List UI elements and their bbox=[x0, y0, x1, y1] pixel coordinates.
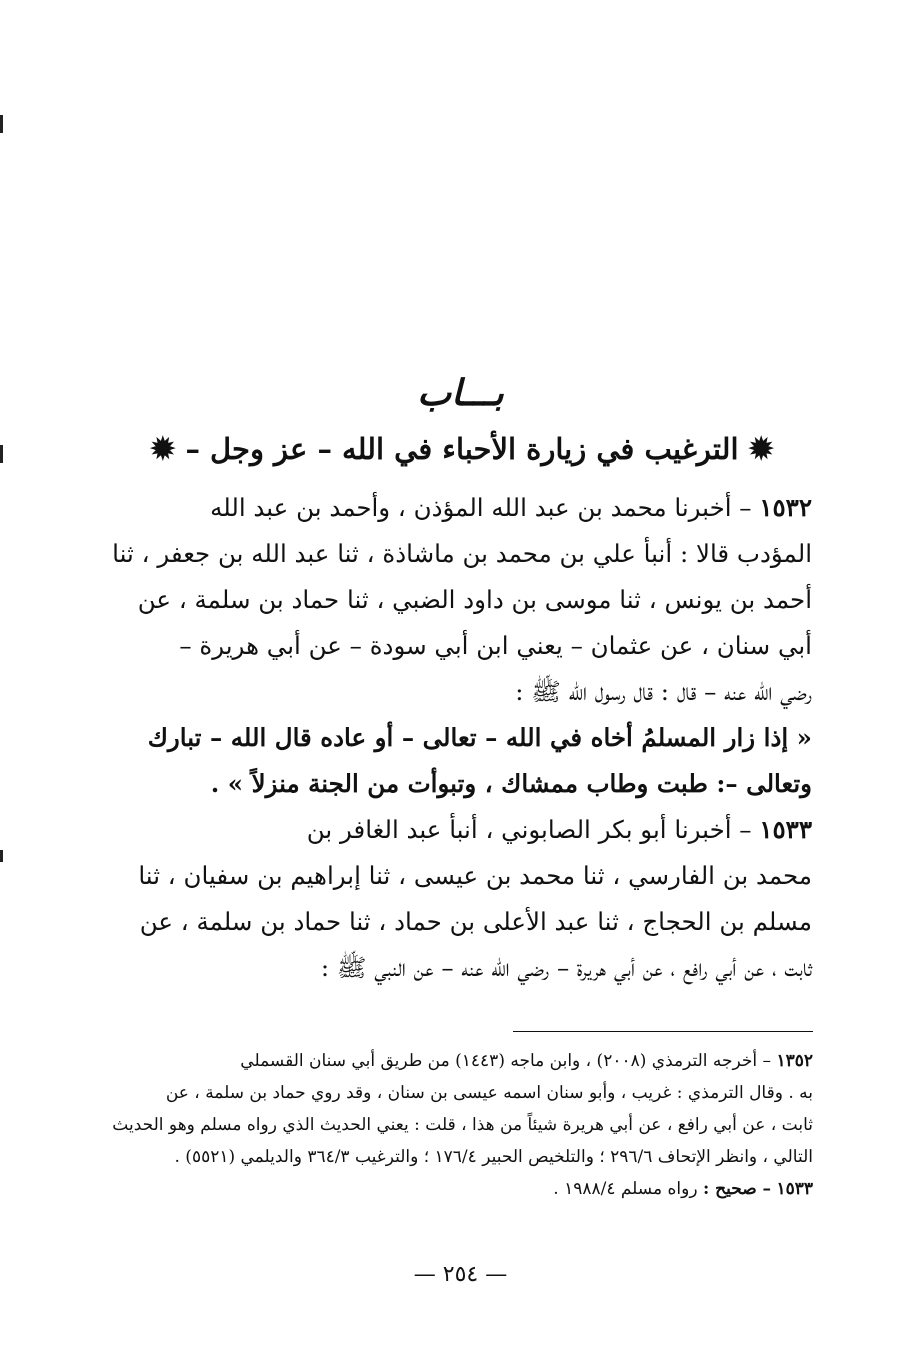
hadith-1533-line: ثابت ، عن أبي رافع ، عن أبي هريرة – رضي الله عنه – عن النبي ﷺ : bbox=[320, 953, 812, 982]
hadith-1532-line: أبي سنان ، عن عثمان – يعني ابن أبي سودة – عن أبي هريرة – bbox=[179, 631, 812, 660]
hadith-1533-line: ١٥٣٣ – أخبرنا أبو بكر الصابوني ، أنبأ عبد الغافر بن bbox=[306, 815, 812, 844]
star-ornament-icon: ✹ bbox=[748, 432, 774, 467]
hadith-1532-line: ١٥٣٢ – أخبرنا محمد بن عبد الله المؤذن ، وأحمد بن عبد الله bbox=[210, 493, 812, 522]
scan-edge-mark bbox=[0, 445, 3, 463]
hadith-1533-line: محمد بن الفارسي ، ثنا محمد بن عيسى ، ثنا إبراهيم بن سفيان ، ثنا bbox=[138, 861, 812, 890]
footnote-line: به . وقال الترمذي : غريب ، وأبو سنان اسمه عيسى بن سنان ، وقد روي حماد بن سلمة ، عن bbox=[165, 1083, 813, 1103]
main-text bbox=[112, 485, 812, 991]
chapter-title bbox=[112, 432, 812, 467]
hadith-1532-line: المؤدب قالا : أنبأ علي بن محمد بن ماشاذة ، ثنا عبد الله بن جعفر ، ثنا bbox=[112, 539, 812, 568]
footnote-number: ١٣٥٢ bbox=[776, 1051, 813, 1071]
footnote-line: ١٥٣٣ – صحيح : رواه مسلم ١٩٨٨/٤ . bbox=[553, 1179, 813, 1199]
scan-edge-mark bbox=[0, 115, 3, 133]
footnote-separator bbox=[513, 1031, 813, 1032]
hadith-1532-quote-line: « إذا زار المسلمُ أخاه في الله – تعالى – أو عاده قال الله – تبارك bbox=[147, 723, 812, 752]
chapter-word: بـــاب bbox=[417, 372, 504, 414]
hadith-1532-quote-line: وتعالى –: طبت وطاب ممشاك ، وتبوأت من الجنة منزلاً » . bbox=[210, 769, 812, 798]
footnote-line: ثابت ، عن أبي رافع ، عن أبي هريرة شيئاً من هذا ، قلت : يعني الحديث الذي رواه مسلم وهو الحديث bbox=[112, 1115, 813, 1135]
hadith-number: ١٥٣٢ bbox=[759, 493, 812, 522]
page-number: — ٢٥٤ — bbox=[413, 1262, 508, 1287]
hadith-1532-line: أحمد بن يونس ، ثنا موسى بن داود الضبي ، ثنا حماد بن سلمة ، عن bbox=[137, 585, 812, 614]
grading-label: – صحيح : bbox=[702, 1179, 772, 1199]
footnote-line: ١٣٥٢ – أخرجه الترمذي (٢٠٠٨) ، وابن ماجه (١٤٤٣) من طريق أبي سنان القسملي bbox=[240, 1051, 813, 1071]
footnote-line: التالي ، وانظر الإتحاف ٢٩٦/٦ ؛ والتلخيص الحبير ١٧٦/٤ ؛ والترغيب ٣٦٤/٣ والديلمي (٥٥٢١) . bbox=[174, 1147, 813, 1167]
hadith-1532-line: رضي الله عنه – قال : قال رسول الله ﷺ : bbox=[515, 677, 812, 706]
footnote-number: ١٥٣٣ bbox=[776, 1179, 813, 1199]
footnotes bbox=[58, 1045, 813, 1205]
star-ornament-icon: ✹ bbox=[150, 432, 176, 467]
hadith-1533-line: مسلم بن الحجاج ، ثنا عبد الأعلى بن حماد ، ثنا حماد بن سلمة ، عن bbox=[139, 907, 812, 936]
scan-edge-mark bbox=[0, 850, 3, 862]
hadith-number: ١٥٣٣ bbox=[759, 815, 812, 844]
chapter-title-text: الترغيب في زيارة الأحباء في الله – عز وجل – bbox=[185, 432, 739, 466]
